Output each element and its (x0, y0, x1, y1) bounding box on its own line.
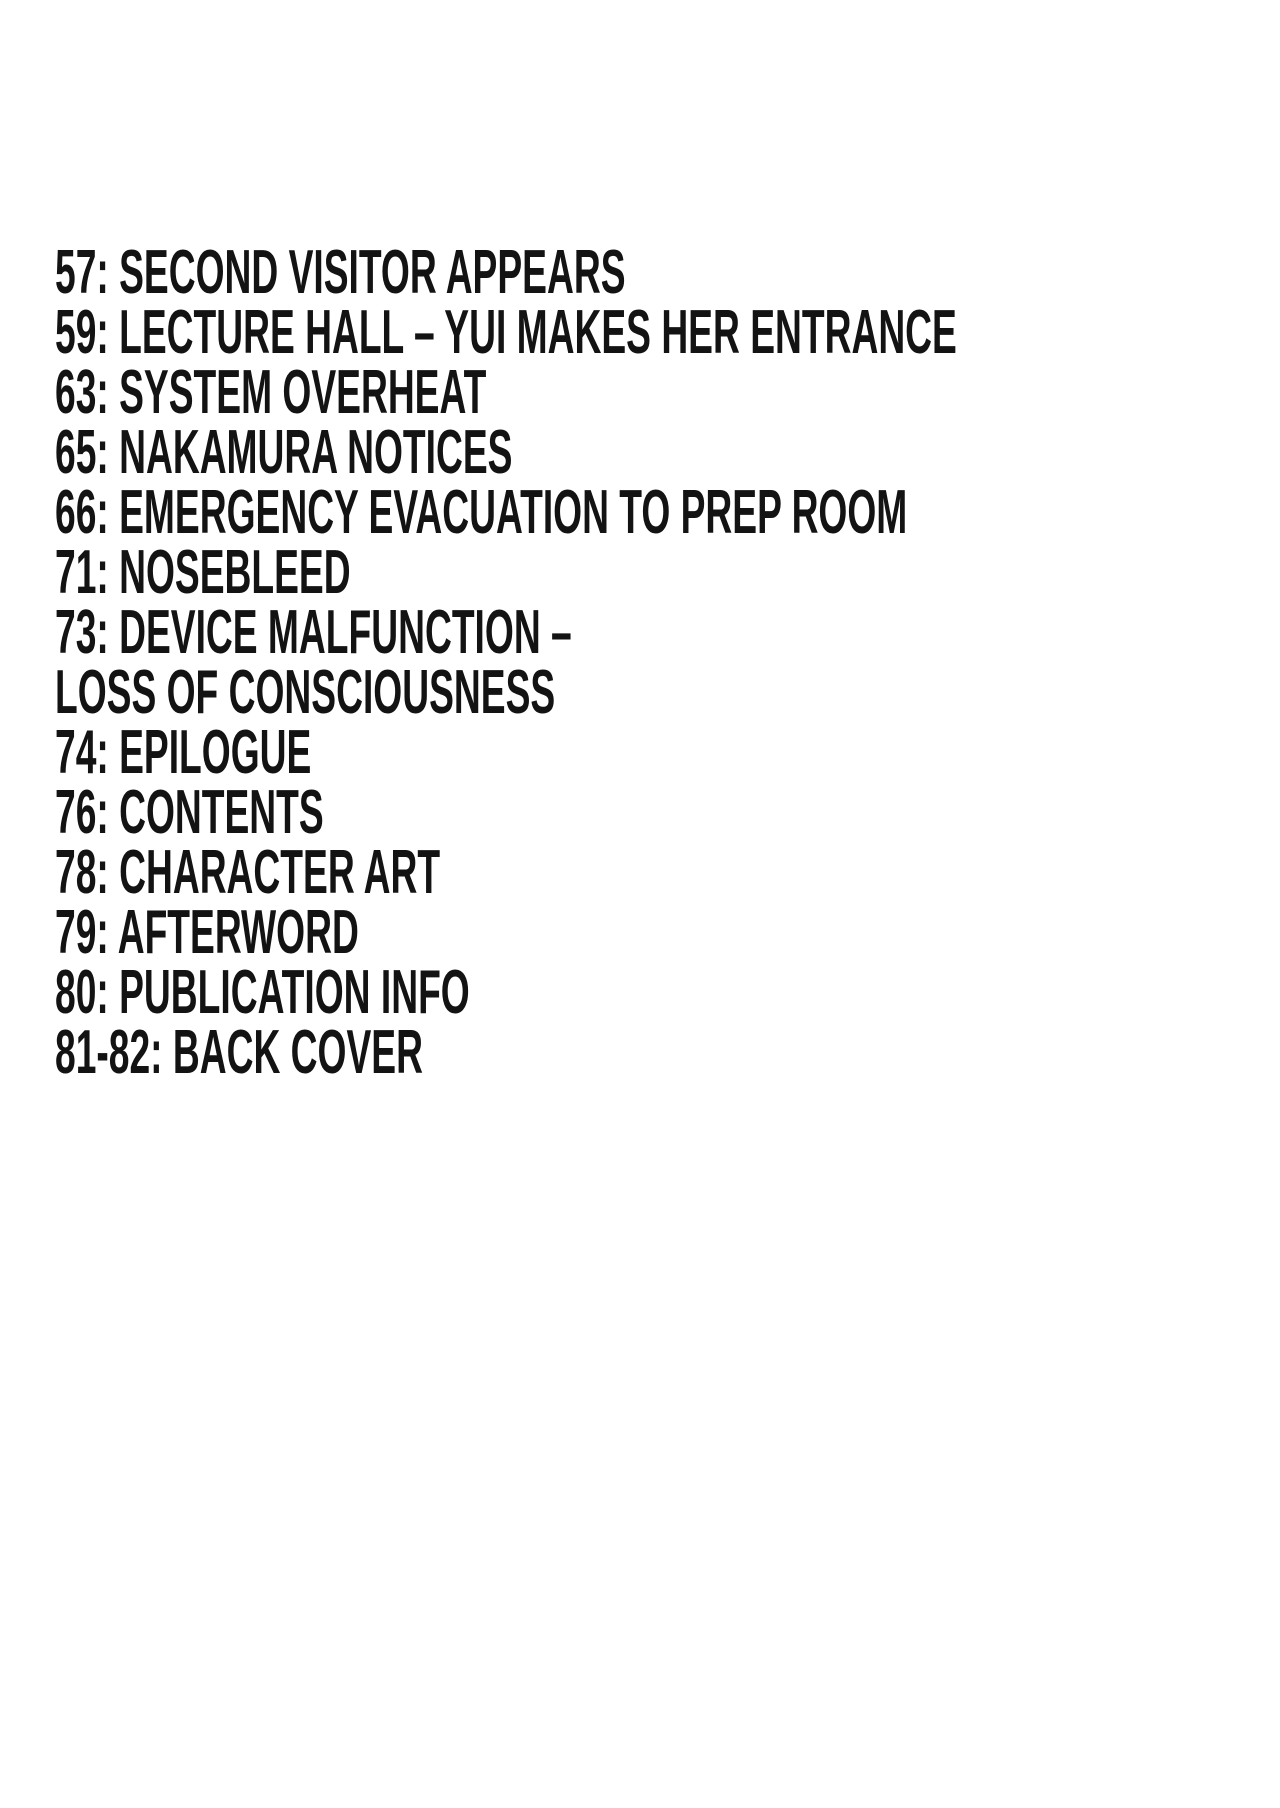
toc-line: 63: SYSTEM OVERHEAT (55, 358, 487, 427)
toc-line: 80: PUBLICATION INFO (55, 958, 470, 1027)
toc-line: 79: AFTERWORD (55, 898, 359, 967)
toc-line: 71: NOSEBLEED (55, 538, 351, 607)
toc-line: 65: NAKAMURA NOTICES (55, 418, 513, 487)
toc-line: 59: LECTURE HALL – YUI MAKES HER ENTRANCE (55, 298, 957, 367)
toc-line: 57: SECOND VISITOR APPEARS (55, 238, 626, 307)
toc-line: LOSS OF CONSCIOUSNESS (55, 658, 556, 727)
table-of-contents (55, 238, 957, 1087)
toc-line: 81-82: BACK COVER (55, 1018, 423, 1087)
toc-line: 78: CHARACTER ART (55, 838, 441, 907)
toc-line: 66: EMERGENCY EVACUATION TO PREP ROOM (55, 478, 908, 547)
toc-line: 73: DEVICE MALFUNCTION – (55, 598, 572, 667)
toc-line: 74: EPILOGUE (55, 718, 312, 787)
toc-line: 76: CONTENTS (55, 778, 324, 847)
